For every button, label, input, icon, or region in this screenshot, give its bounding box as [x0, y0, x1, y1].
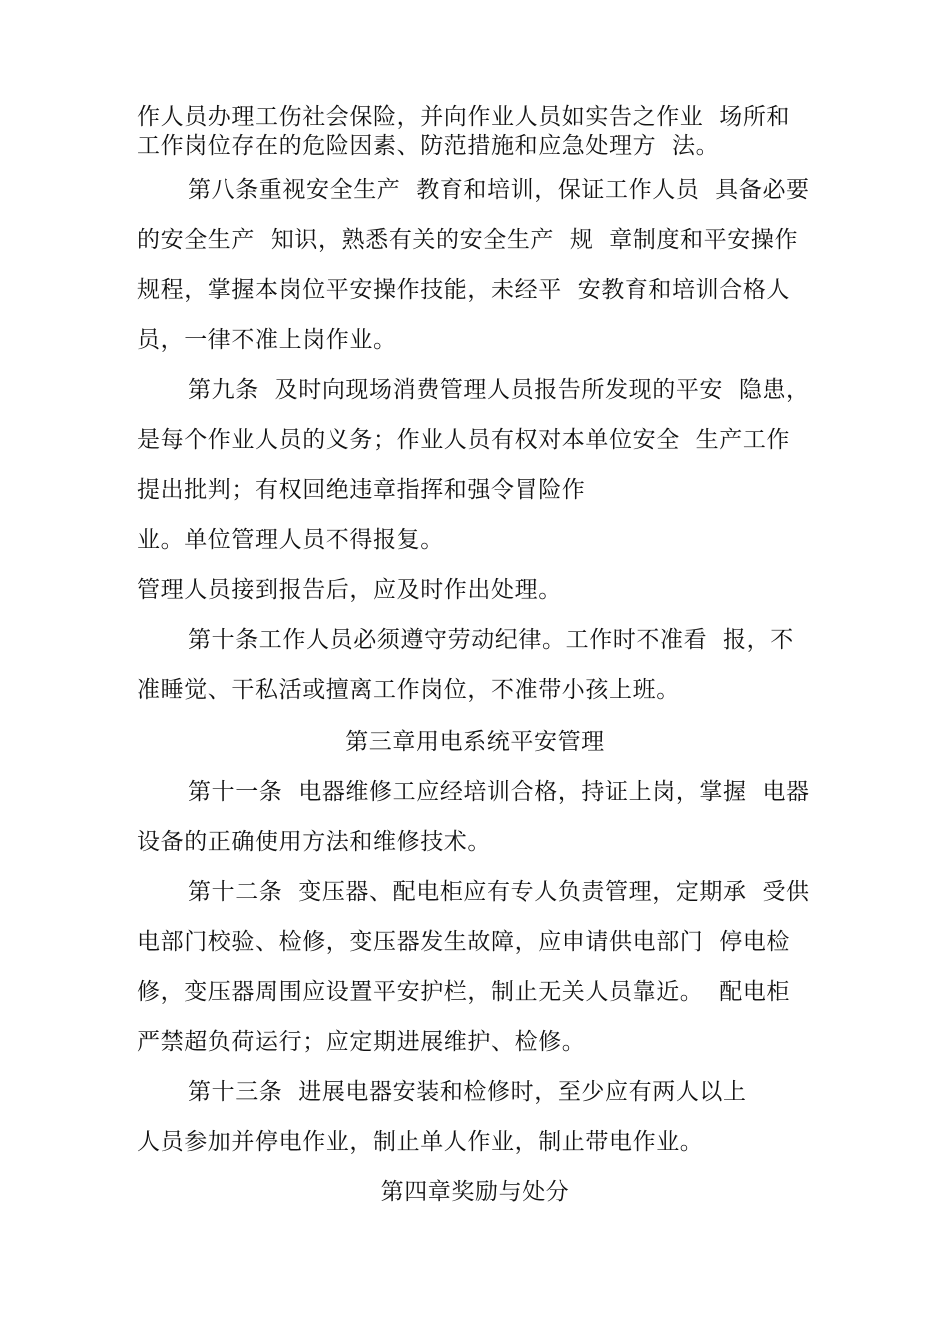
text-line: 人员参加并停电作业，制止单人作业，制止带电作业。: [137, 1129, 704, 1155]
article-heading-line: 第十条工作人员必须遵守劳动纪律。工作时不准看 报，不: [188, 627, 794, 653]
text-line: 提出批判；有权回绝违章指挥和强令冒险作: [137, 477, 586, 503]
text-line: 业。单位管理人员不得报复。: [137, 527, 444, 553]
article-heading-line: 第八条重视安全生产 教育和培训，保证工作人员 具备必要: [188, 177, 810, 203]
article-heading-line: 第九条 及时向现场消费管理人员报告所发现的平安 隐患，: [188, 377, 810, 403]
chapter-heading: 第四章奖励与处分: [380, 1179, 570, 1205]
text-line: 员，一律不准上岗作业。: [137, 327, 397, 353]
text-line: 管理人员接到报告后，应及时作出处理。: [137, 577, 562, 603]
text-line: 准睡觉、干私活或擅离工作岗位，不准带小孩上班。: [137, 677, 680, 703]
text-line: 的安全生产 知识，熟悉有关的安全生产 规 章制度和平安操作: [137, 227, 799, 253]
text-line: 工作岗位存在的危险因素、防范措施和应急处理方 法。: [137, 133, 720, 159]
article-heading-line: 第十一条 电器维修工应经培训合格，持证上岗，掌握 电器: [188, 779, 810, 805]
text-line: 严禁超负荷运行；应定期进展维护、检修。: [137, 1029, 586, 1055]
text-line: 作人员办理工伤社会保险，并向作业人员如实告之作业 场所和: [137, 104, 791, 130]
chapter-heading: 第三章用电系统平安管理: [345, 729, 605, 755]
text-line: 电部门校验、检修，变压器发生故障，应申请供电部门 停电检: [137, 929, 791, 955]
text-line: 是每个作业人员的义务；作业人员有权对本单位安全 生产工作: [137, 427, 791, 453]
text-line: 规程，掌握本岗位平安操作技能，未经平 安教育和培训合格人: [137, 277, 791, 303]
article-heading-line: 第十三条 进展电器安装和检修时，至少应有两人以上: [188, 1079, 747, 1105]
article-heading-line: 第十二条 变压器、配电柜应有专人负责管理，定期承 受供: [188, 879, 810, 905]
text-line: 修，变压器周围应设置平安护栏，制止无关人员靠近。 配电柜: [137, 979, 791, 1005]
text-line: 设备的正确使用方法和维修技术。: [137, 829, 491, 855]
